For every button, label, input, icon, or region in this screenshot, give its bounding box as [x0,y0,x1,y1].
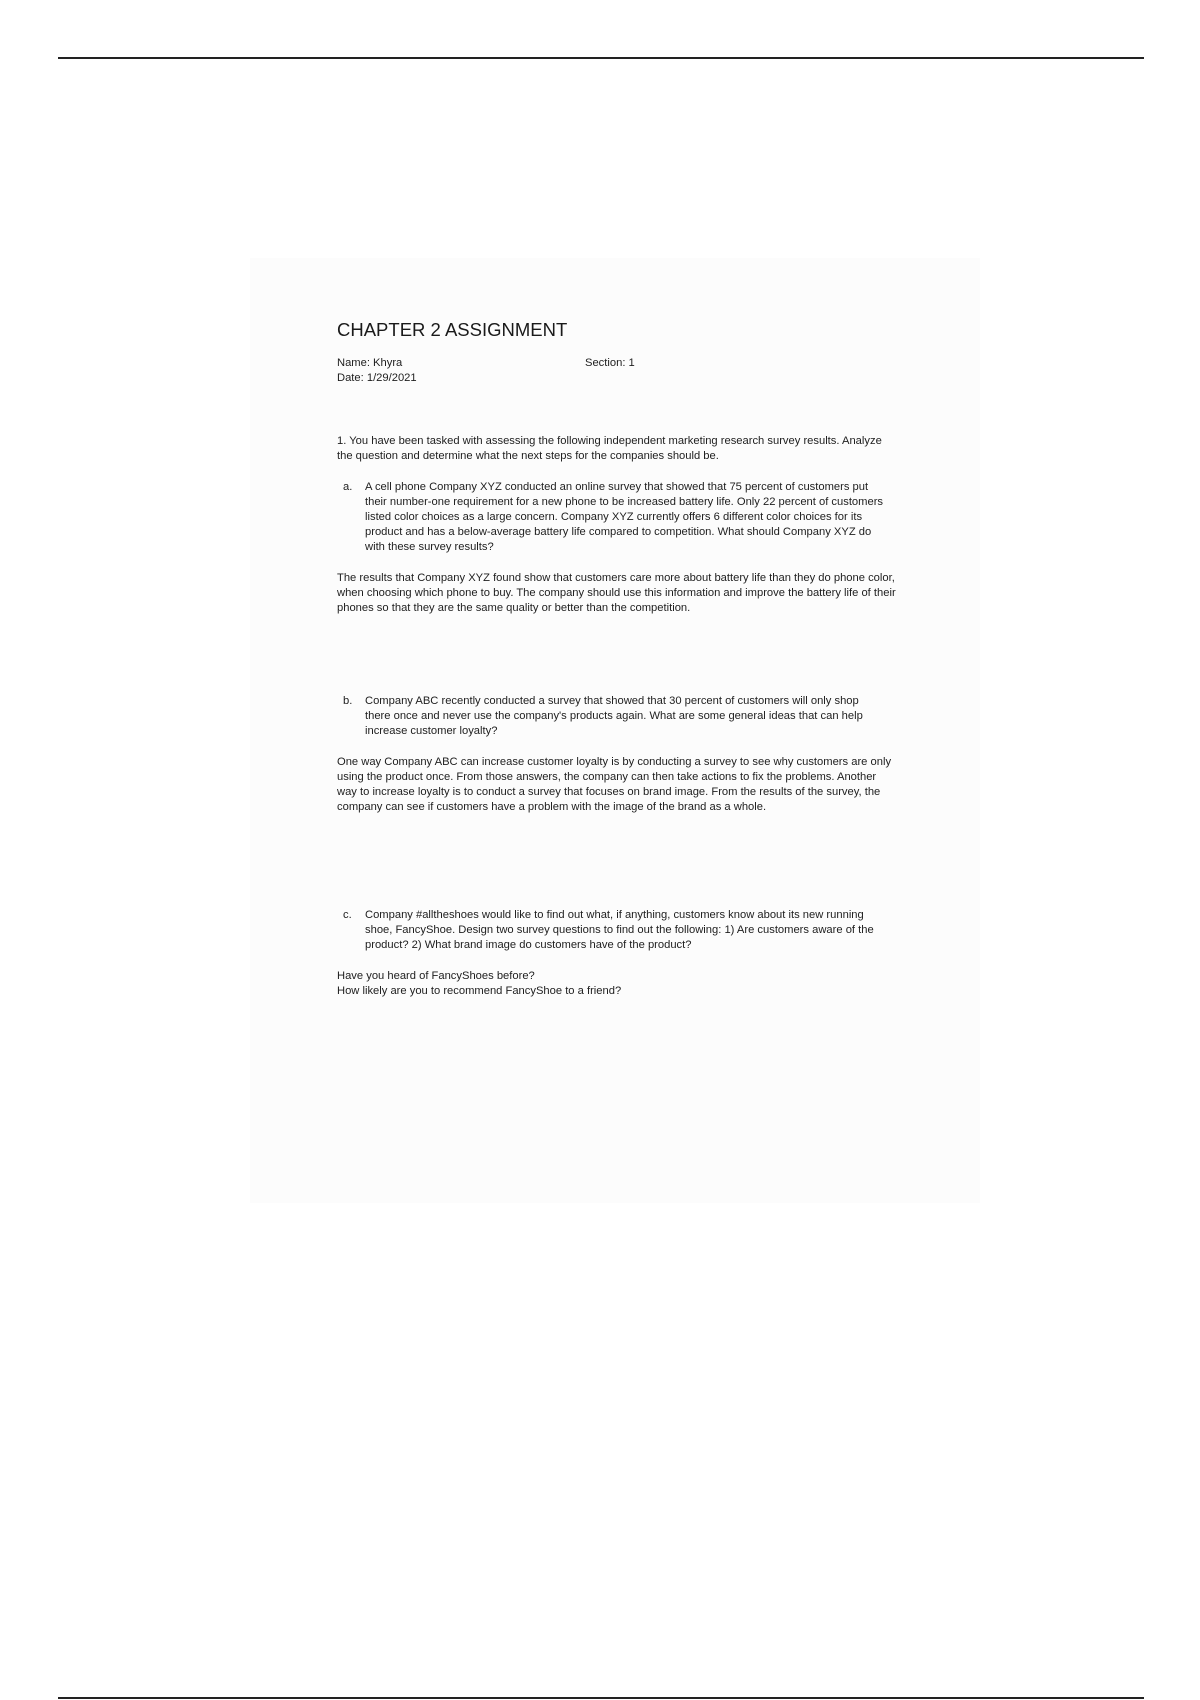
answer-c [337,969,897,999]
top-rule [58,57,1144,59]
answer-c-line-2: How likely are you to recommend FancyShoe to a friend? [337,985,622,997]
question-c-text: Company #alltheshoes would like to find out what, if anything, customers know about its new running shoe, FancyShoe. Design two survey questions to find out the following: 1) Are customers aware of the product? 2) What brand image do customers have of the product? [365,909,874,951]
question-c [343,908,897,953]
answer-c-line-1: Have you heard of FancyShoes before? [337,970,535,982]
question-intro: 1. You have been tasked with assessing the following independent marketing research survey results. Analyze the question and determine what the next steps for the companies should be. [337,435,882,462]
student-name: Name: Khyra [337,357,403,369]
question-b-text: Company ABC recently conducted a survey that showed that 30 percent of customers will only shop there once and never use the company's products again. What are some general ideas that can help increase customer loyalty? [365,695,863,737]
answer-a: The results that Company XYZ found show that customers care more about battery life than they do phone color, when choosing which phone to buy. The company should use this information and improve the battery life of their phones so that they are the same quality or better than the competition. [337,572,896,614]
question-a [343,480,897,555]
name-section-row [337,356,897,371]
assignment-date: Date: 1/29/2021 [337,372,417,384]
document-title: CHAPTER 2 ASSIGNMENT [337,319,568,340]
question-b-marker: b. [343,695,353,707]
question-a-marker: a. [343,481,353,493]
document-content [337,318,897,999]
question-c-marker: c. [343,909,352,921]
question-a-text: A cell phone Company XYZ conducted an online survey that showed that 75 percent of customers put their number-one requirement for a new phone to be increased battery life. Only 22 percent of customers listed color choices as a large concern. Company XYZ currently offers 6 different color choices for its product and has a below-average battery life compared to competition. What should Company XYZ do with these survey results? [365,481,884,553]
bottom-rule [58,1697,1144,1699]
answer-b: One way Company ABC can increase customer loyalty is by conducting a survey to see why customers are only using the product once. From those answers, the company can then take actions to fix the problems. Another way to increase loyalty is to conduct a survey that focuses on brand image. From the results of the survey, the company can see if customers have a problem with the image of the brand as a whole. [337,756,892,813]
section-number: Section: 1 [585,357,635,369]
question-b [343,694,897,739]
